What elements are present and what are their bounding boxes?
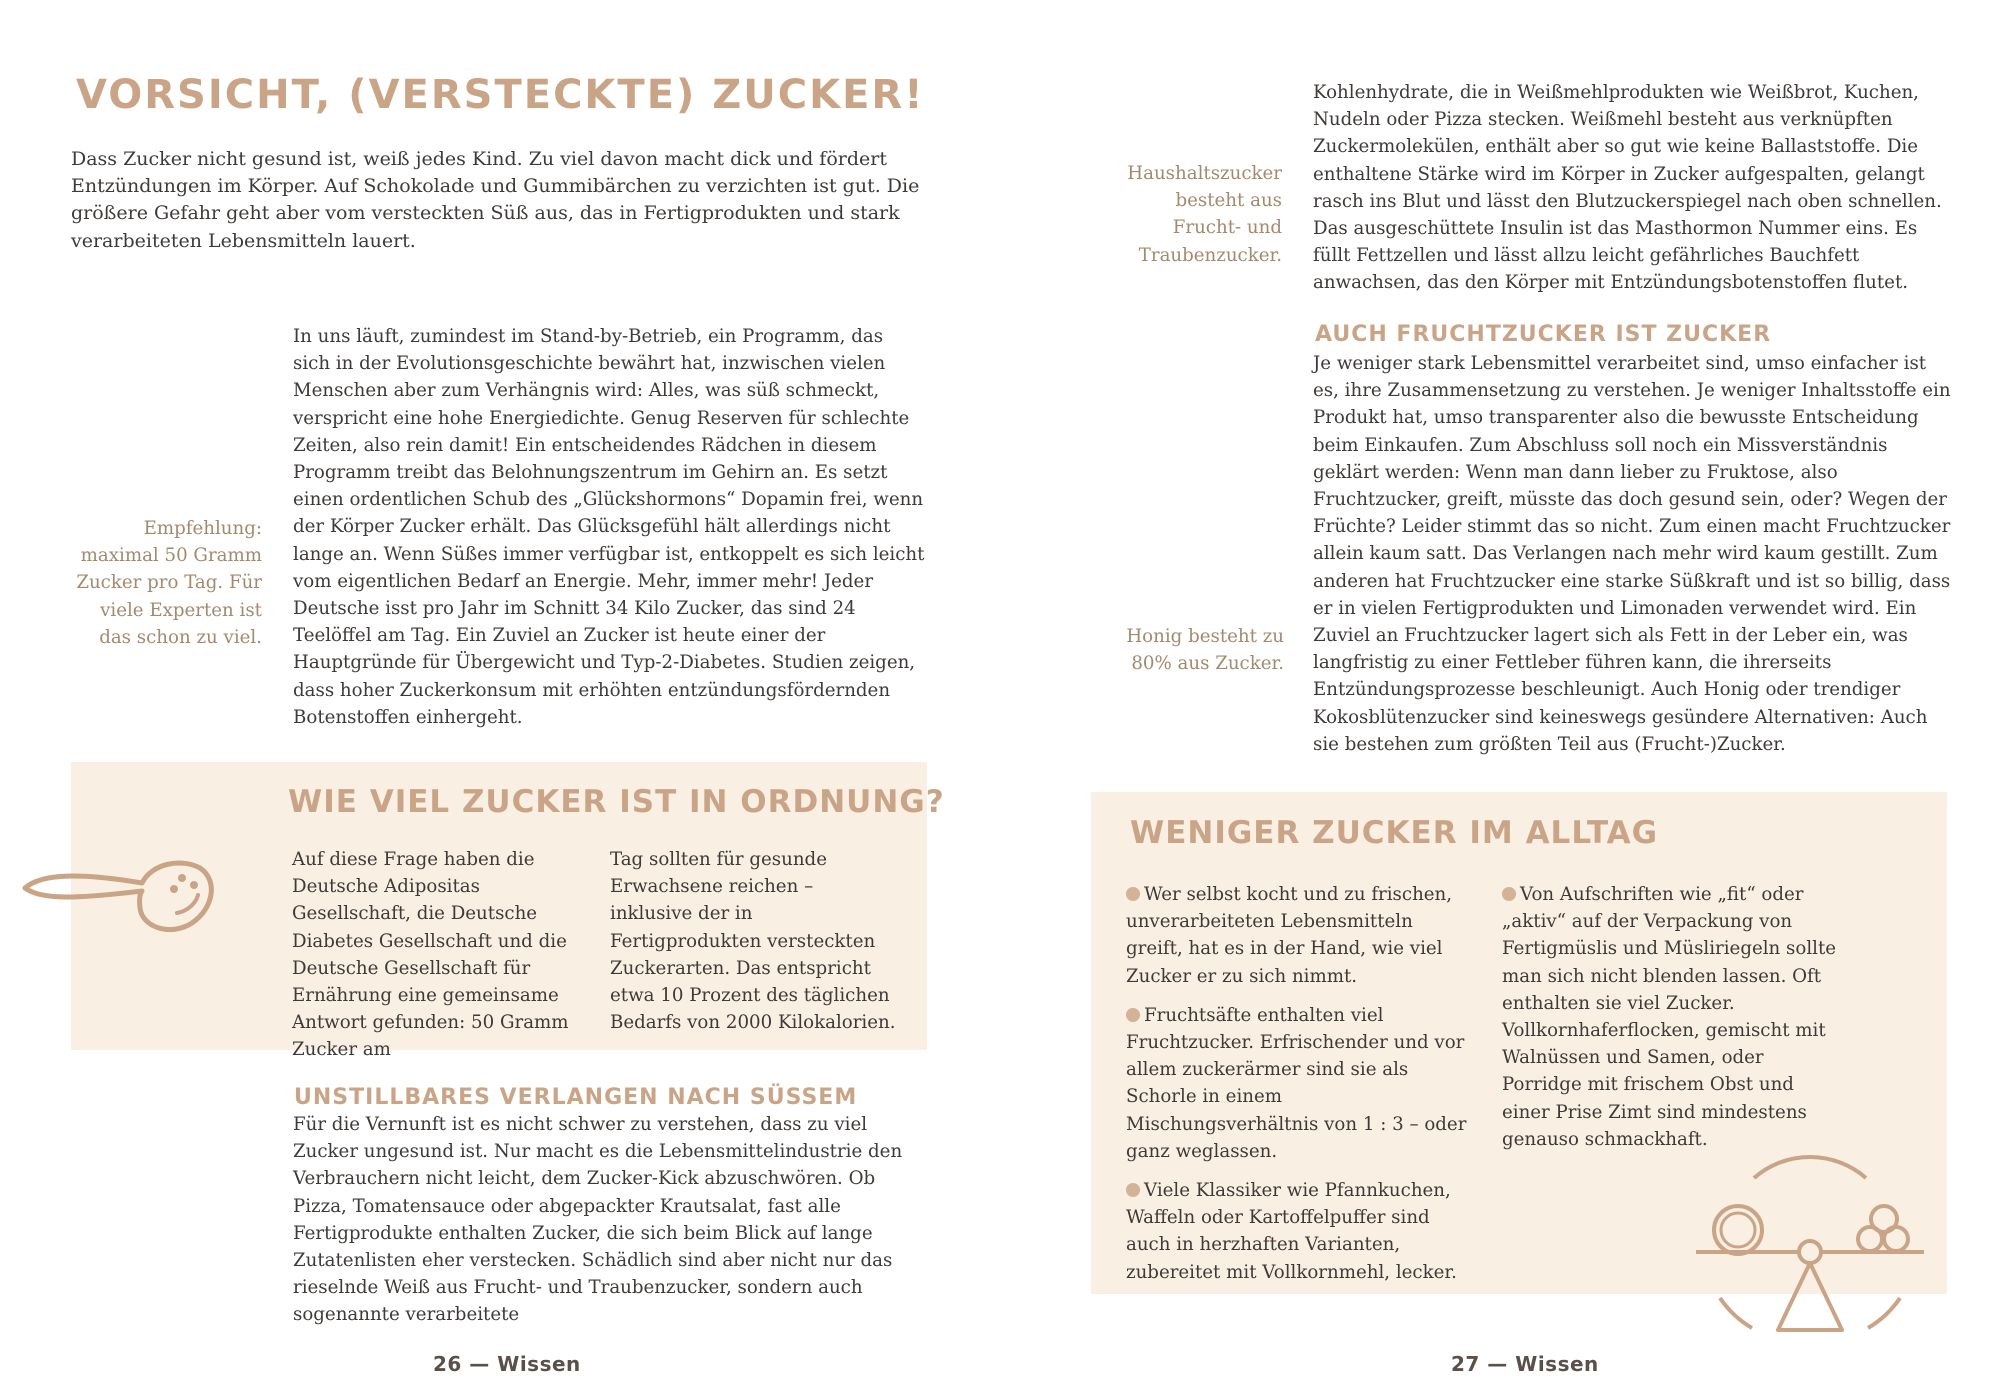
info-box-left-col2: Tag sollten für gesunde Erwachsene reichen – inklusive der in Fertigprodukten versteckten Zuckerarten. Das entspricht etwa 10 Prozent des täglichen Bedarfs von 2000 Kilokalorien. [610,849,896,1034]
bullet-dot-icon [1502,887,1516,901]
right-sidenote-2: Honig besteht zu 80% aus Zucker. [1126,626,1284,675]
info-box-right-title: WENIGER ZUCKER IM ALLTAG [1130,815,1659,851]
bullet-item: Wer selbst kocht und zu frischen, unverarbeiteten Lebensmitteln greift, hat es in der Hand, wie viel Zucker er zu sich nimmt. [1126,884,1453,987]
left-page-title: VORSICHT, (VERSTECKTE) ZUCKER! [76,72,925,118]
right-body-2: Je weniger stark Lebensmittel verarbeitet sind, umso einfacher ist es, ihre Zusammensetzung zu verstehen. Je weniger Inhaltsstoffe ein Produkt hat, umso transparenter also die bewusste Entscheidung beim Einkaufen. Zum Abschluss soll noch ein Missverständnis geklärt werden: Wenn man dann lieber zu Fruktose, also Fruchtzucker, greift, müsste das doch gesund sein, oder? Wegen der Früchte? Leider stimmt das so nicht. Zum einen macht Fruchtzucker allein kaum satt. Das Verlangen nach mehr wird kaum gestillt. Zum anderen hat Fruchtzucker eine starke Süßkraft und ist so billig, dass er in vielen Fertigprodukten und Limonaden verwendet wird. Ein Zuviel an Fruchtzucker lagert sich als Fett in der Leber ein, was langfristig zu einer Fettleber führen kann, die ihrerseits Entzündungsprozesse beschleunigt. Auch Honig oder trendiger Kokosblütenzucker sind keineswegs gesündere Alternativen: Auch sie bestehen zum größten Teil aus (Frucht-)Zucker. [1313,353,1951,755]
bullet-dot-icon [1126,1183,1140,1197]
balance-scale-icon [1692,1148,1932,1340]
section-heading-unstillbar: UNSTILLBARES VERLANGEN NACH SÜSSEM [294,1085,858,1110]
info-box-left-col1: Auf diese Frage haben die Deutsche Adipositas Gesellschaft, die Deutsche Diabetes Gesellschaft und die Deutsche Gesellschaft für Ernährung eine gemeinsame Antwort gefunden: 50 Gramm Zucker am [292,849,569,1061]
bullet-dot-icon [1126,1008,1140,1022]
right-page-footer: 27 — Wissen [1451,1352,1599,1376]
bullets-left-column [1126,881,1470,1298]
bullet-item: Fruchtsäfte enthalten viel Fruchtzucker. Erfrischender und vor allem zuckerärmer sind sie als Schorle in einem Mischungsverhältnis von 1 : 3 – oder ganz weglassen. [1126,1004,1467,1162]
left-section2-body: Für die Vernunft ist es nicht schwer zu verstehen, dass zu viel Zucker ungesund ist. Nur macht es die Lebensmittelindustrie den Verbrauchern nicht leicht, dem Zucker-Kick abzuschwören. Ob Pizza, Tomatensauce oder abgepackter Krautsalat, fast alle Fertigprodukte enthalten Zucker, die sich beim Blick auf lange Zutatenlisten eher verstecken. Schädlich sind aber nicht nur das rieselnde Weiß aus Frucht- und Traubenzucker, sondern auch sogenannte verarbeitete [293,1114,903,1326]
section-heading-fruchtzucker: AUCH FRUCHTZUCKER IST ZUCKER [1315,322,1772,347]
bullet-item: Viele Klassiker wie Pfannkuchen, Waffeln oder Kartoffelpuffer sind auch in herzhaften Varianten, zubereitet mit Vollkornmehl, lecker. [1126,1180,1457,1283]
bullet-dot-icon [1126,887,1140,901]
bullets-right-column [1502,881,1842,1165]
left-body: In uns läuft, zumindest im Stand-by-Betrieb, ein Programm, das sich in der Evolutionsgeschichte bewährt hat, inzwischen vielen Menschen aber zum Verhängnis wird: Alles, was süß schmeckt, verspricht eine hohe Energiedichte. Genug Reserven für schlechte Zeiten, also rein damit! Ein entscheidendes Rädchen in diesem Programm treibt das Belohnungszentrum im Gehirn an. Es setzt einen ordentlichen Schub des „Glückshormons“ Dopamin frei, wenn der Körper Zucker erhält. Das Glücksgefühl hält allerdings nicht lange an. Wenn Süßes immer verfügbar ist, entkoppelt es sich leicht vom eigentlichen Bedarf an Energie. Mehr, immer mehr! Jeder Deutsche isst pro Jahr im Schnitt 34 Kilo Zucker, das sind 24 Teelöffel am Tag. Ein Zuviel an Zucker ist heute einer der Hauptgründe für Übergewicht und Typ-2-Diabetes. Studien zeigen, dass hoher Zuckerkonsum mit erhöhten entzündungsfördernden Botenstoffen einhergeht. [293,326,925,728]
info-box-left-title: WIE VIEL ZUCKER IST IN ORDNUNG? [288,784,945,820]
left-intro: Dass Zucker nicht gesund ist, weiß jedes Kind. Zu viel davon macht dick und fördert Entzündungen im Körper. Auf Schokolade und Gummibärchen zu verzichten ist gut. Die größere Gefahr geht aber vom versteckten Süß aus, das in Fertigprodukten und stark verarbeiteten Lebensmitteln lauert. [71,148,920,252]
bullet-item: Von Aufschriften wie „fit“ oder „aktiv“ auf der Verpackung von Fertigmüslis und Müsliriegeln sollte man sich nicht blenden lassen. Oft enthalten sie viel Zucker. Vollkornhaferflocken, gemischt mit Walnüssen und Samen, oder Porridge mit frischem Obst und einer Prise Zimt sind mindestens genauso schmackhaft. [1502,884,1837,1150]
left-sidenote: Empfehlung: maximal 50 Gramm Zucker pro Tag. Für viele Experten ist das schon zu viel. [76,518,262,648]
right-body-1: Kohlenhydrate, die in Weißmehlprodukten wie Weißbrot, Kuchen, Nudeln oder Pizza stecken. Weißmehl besteht aus verknüpften Zuckermolekülen, enthält aber so gut wie keine Ballaststoffe. Die enthaltene Stärke wird im Körper in Zucker aufgespalten, gelangt rasch ins Blut und lässt den Blutzuckerspiegel nach oben schnellen. Das ausgeschüttete Insulin ist das Masthormon Nummer eins. Es füllt Fettzellen und lässt allzu leicht gefährliches Bauchfett anwachsen, das den Körper mit Entzündungsbotenstoffen flutet. [1313,82,1942,294]
right-sidenote-1: Haushaltszucker besteht aus Frucht- und Traubenzucker. [1127,163,1282,266]
left-page-footer: 26 — Wissen [433,1352,581,1376]
sugar-spoon-icon [22,853,216,939]
